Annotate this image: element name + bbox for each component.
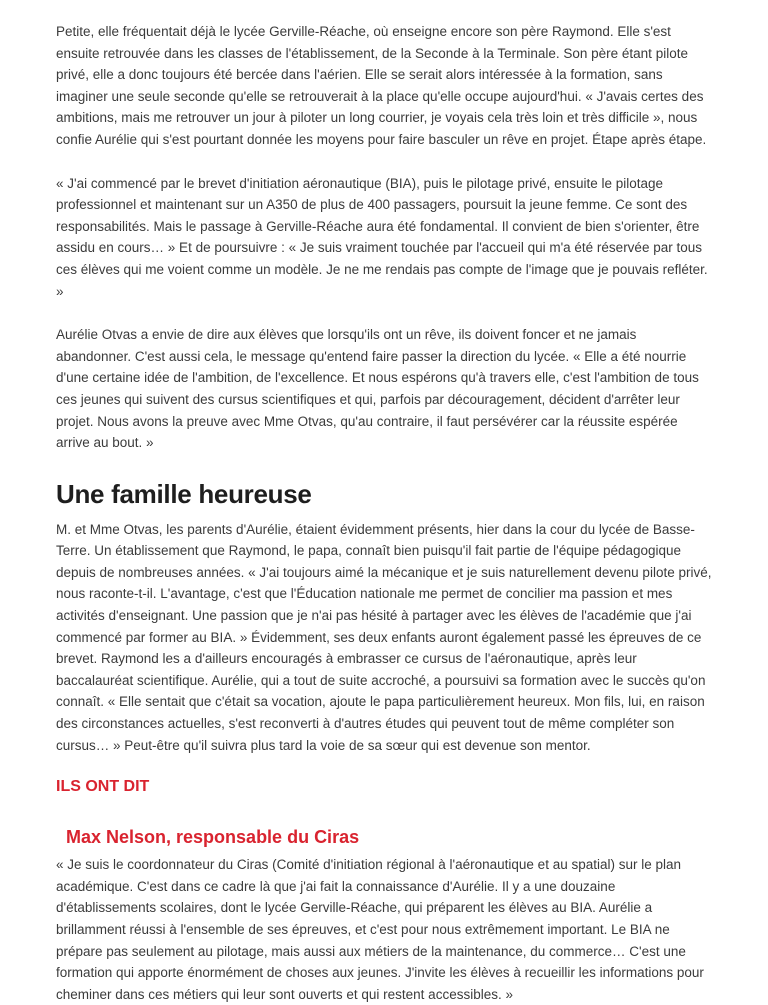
intro-paragraph-3: Aurélie Otvas a envie de dire aux élèves que lorsqu'ils ont un rêve, ils doivent foncer et ne jamais abandonner. C'est aussi cela, le message qu'entend faire passer la direction du lycée. « Elle a été nourrie d'une certaine idée de l'ambition, de l'excellence. Et nous espérons qu'à travers elle, c'est l'ambition de tous ces jeunes qui suivent des cursus scientifiques et qui, parfois par découragement, décident d'arrêter leur projet. Nous avons la preuve avec Mme Otvas, qu'au contraire, il faut persévérer car la réussite espérée arrive au bout. » bbox=[56, 327, 699, 451]
intro-paragraph-2: « J'ai commencé par le brevet d'initiation aéronautique (BIA), puis le pilotage privé, ensuite le pilotage professionnel et maintenant sur un A350 de plus de 400 passagers, poursuit la jeune femme. Ce sont des responsabilités. Mais le passage à Gerville-Réache aura été fondamental. Il convient de bien s'orienter, être assidu en cours… » Et de poursuivre : « Je suis vraiment touchée par l'accueil qui m'a été réservée par tous ces élèves qui me voient comme un modèle. Je ne me rendais pas compte de l'image que je pouvais refléter. » bbox=[56, 175, 708, 299]
family-section-paragraph: M. et Mme Otvas, les parents d'Aurélie, étaient évidemment présents, hier dans la cour du lycée de Basse-Terre. Un établissement que Raymond, le papa, connaît bien puisqu'il fait partie de l'équipe pédagogique depuis de nombreuses années. « J'ai toujours aimé la mécanique et je suis naturellement devenu pilote privé, nous raconte-t-il. L'avantage, c'est que l'Éducation nationale me permet de concilier ma passion et mes activités d'enseignant. Une passion que je n'ai pas hésité à partager avec les élèves de l'académie que j'ai commencé par former au BIA. » Évidemment, ses deux enfants auront également passé les épreuves de ce brevet. Raymond les a d'ailleurs encouragés à embrasser ce cursus de l'aéronautique, après leur baccalauréat scientifique. Aurélie, qui a tout de suite accroché, a poursuivi sa formation avec le succès qu'on connaît. « Elle sentait que c'était sa vocation, ajoute le papa particulièrement heureux. Mon fils, lui, en raison des circonstances actuelles, s'est reconverti à d'autres études qui peuvent tout de même compléter son cursus… » Peut-être qu'il suivra plus tard la voie de sa sœur qui est devenue son mentor. bbox=[56, 521, 712, 753]
quote-author-heading: Max Nelson, responsable du Ciras bbox=[66, 827, 360, 848]
intro-paragraph-1: Petite, elle fréquentait déjà le lycée Gerville-Réache, où enseigne encore son père Raymond. Elle s'est ensuite retrouvée dans les classes de l'établissement, de la Seconde à la Terminale. Son père étant pilote privé, elle a donc toujours été bercée dans l'aérien. Elle se serait alors intéressée à la formation, sans imaginer une seule seconde qu'elle se retrouverait à la place qu'elle occupe aujourd'hui. « J'avais certes des ambitions, mais me retrouver un jour à piloter un long courrier, je voyais cela très loin et très difficile », nous confie Aurélie qui s'est pourtant donnée les moyens pour faire basculer un rêve en projet. Étape après étape. bbox=[56, 24, 707, 147]
section-title-une-famille-heureuse: Une famille heureuse bbox=[56, 478, 312, 509]
quote-paragraph: « Je suis le coordonnateur du Ciras (Comité d'initiation régional à l'aéronautique et au spatial) sur le plan académique. C'est dans ce cadre là que j'ai fait la connaissance d'Aurélie. Il y a une douzaine d'établissements scolaires, dont le lycée Gerville-Réache, qui préparent les élèves au BIA. Aurélie a brillamment réussi à l'ensemble de ses épreuves, et c'est pour nous extrêmement important. Le BIA ne prépare pas seulement au pilotage, mais aussi aux métiers de la maintenance, du commerce… C'est une formation qui apporte énormément de choses aux jeunes. J'invite les élèves à recueillir les informations pour cheminer dans ces métiers qui leur sont ouverts et qui restent accessibles. » bbox=[56, 857, 704, 1002]
section-kicker-ils-ont-dit: ILS ONT DIT bbox=[56, 778, 150, 796]
